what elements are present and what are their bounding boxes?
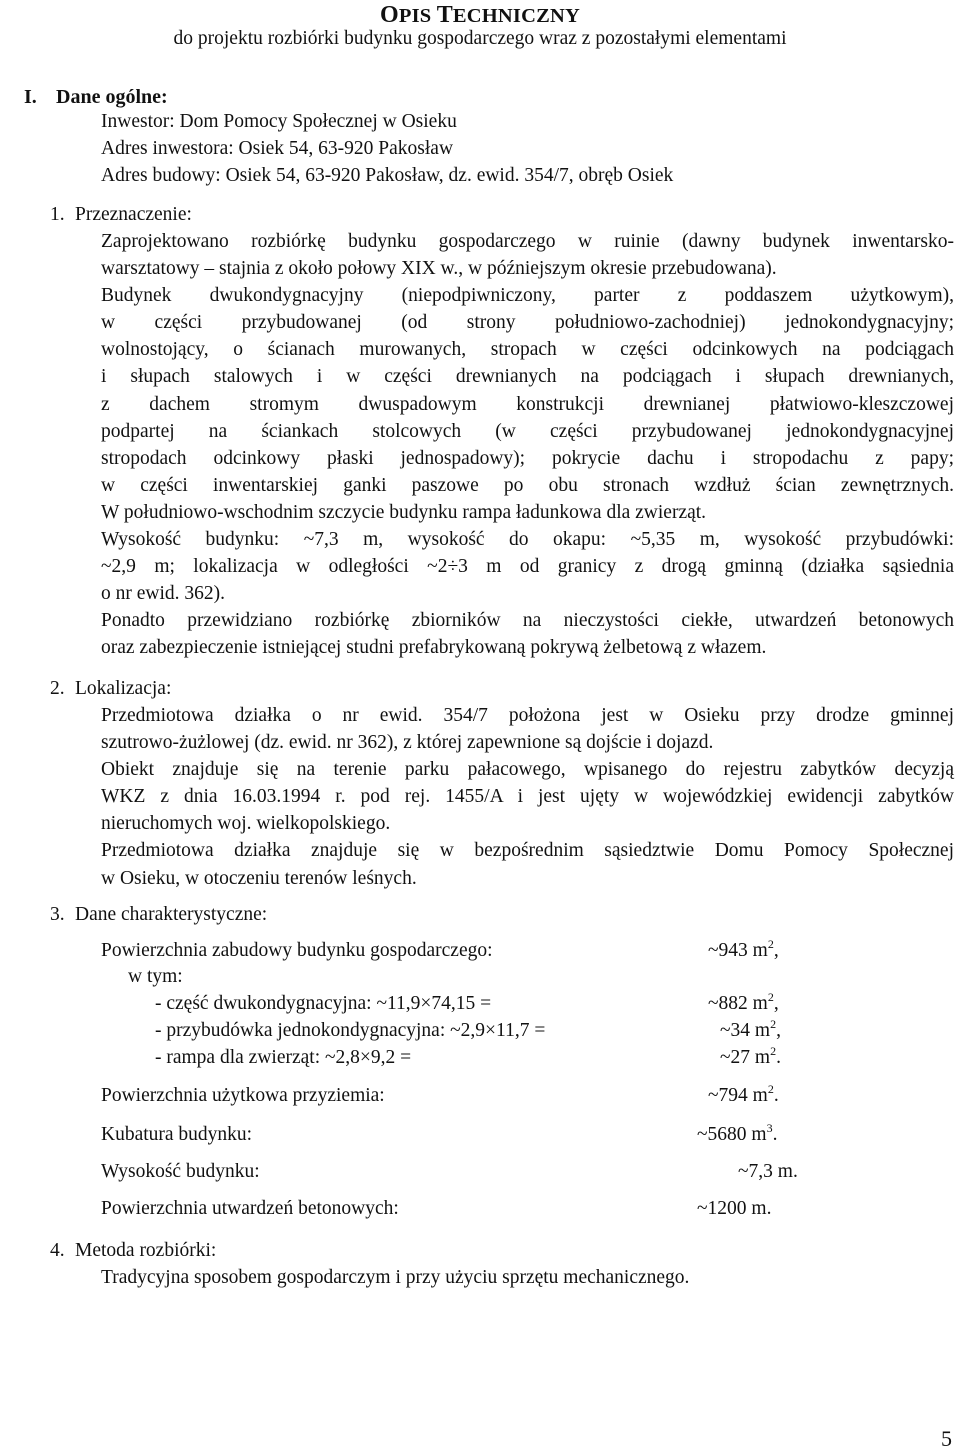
section-location-heading: 2. Lokalizacja:: [50, 678, 172, 699]
document-title: OPIS TECHNICZNY: [379, 2, 580, 28]
two-storey-label: - część dwukondygnacyjna: ~11,9×74,15 =: [155, 993, 492, 1014]
ramp-label: - rampa dla zwierząt: ~2,8×9,2 =: [155, 1047, 412, 1068]
concrete-area-value: ~1200 m.: [697, 1198, 772, 1219]
method-text: Tradycyjna sposobem gospodarczym i przy użyciu sprzętu mechanicznego.: [101, 1267, 690, 1288]
extension-label: - przybudówka jednokondygnacyjna: ~2,9×11,7 =: [155, 1020, 546, 1041]
two-storey-value: ~882 $m^2$,: [708, 990, 779, 1014]
page-number: 5: [941, 1426, 952, 1451]
section-purpose-heading: 1. Przeznaczenie:: [50, 204, 192, 225]
section-method-heading: 4. Metoda rozbiórki:: [50, 1240, 217, 1261]
volume-value: ~5680 $m^3$.: [697, 1121, 778, 1145]
section-characteristics-heading: 3. Dane charakterystyczne:: [50, 904, 268, 925]
height-label: Wysokość budynku:: [101, 1161, 260, 1182]
usable-area-value: ~794 $m^2$.: [708, 1082, 779, 1106]
section-general-heading: I. Dane ogólne:: [24, 86, 168, 108]
concrete-area-label: Powierzchnia utwardzeń betonowych:: [101, 1198, 399, 1219]
built-area-value: ~943 $m^2$,: [708, 937, 779, 961]
ramp-value: ~27 $m^2$.: [720, 1044, 781, 1068]
purpose-paragraph: Zaprojektowano rozbiórkę budynku gospodarczego w ruinie (dawny budynek inwentarsko- warsztatowy – stajnia z około połowy XIX w., w późniejszym okresie przebudowana). Budynek dwukondygnacyjny (niepodpiwniczony, parter z poddaszem użytkowym), w części przybudowanej (od strony południowo-zachodniej) jednokondygnacyjny; wolnostojący, o ścianach murowanych, stropach w części odcinkowych na podciągach i słupach stalowych i w części drewnianych na podciągach i słupach drewnianych, z dachem stromym dwuspadowym konstrukcji drewnianej płatwiowo-kleszczowej podpartej na ściankach stolcowych (w części przybudowanej jednokondygnacyjnej stropodach odcinkowy płaski jednospadowy); pokrycie dachu i stropodachu z papy; w części inwentarskiej ganki paszowe po obu stronach wzdłuż ścian zewnętrznych. W południowo-wschodnim szczycie budynku rampa ładunkowa dla zwierząt. Wysokość budynku: ~7,3 m, wysokość do okapu: ~5,35 m, wysokość przybudówki: ~2,9 m; lokalizacja w odległości ~2÷3 m od granicy z drogą gminną (działka sąsiednia o nr ewid. 362). Ponadto przewidziano rozbiórkę zbiorników na nieczystości ciekłe, utwardzeń betonowych oraz zabezpieczenie istniejącej studni prefabrykowaną pokrywą żelbetową z włazem.: [101, 231, 954, 659]
volume-label: Kubatura budynku:: [101, 1124, 253, 1145]
document-subtitle: do projektu rozbiórki budynku gospodarczego wraz z pozostałymi elementami: [173, 28, 787, 49]
investor-line: Inwestor: Dom Pomocy Społecznej w Osieku: [101, 111, 457, 132]
built-area-label: Powierzchnia zabudowy budynku gospodarczego:: [101, 940, 493, 961]
building-address-line: Adres budowy: Osiek 54, 63-920 Pakosław, dz. ewid. 354/7, obręb Osiek: [101, 165, 674, 186]
usable-area-label: Powierzchnia użytkowa przyziemia:: [101, 1085, 385, 1106]
height-value: ~7,3 m.: [738, 1161, 798, 1182]
investor-address-line: Adres inwestora: Osiek 54, 63-920 Pakosław: [101, 138, 454, 159]
location-paragraph: Przedmiotowa działka o nr ewid. 354/7 położona jest w Osieku przy drodze gminnej szutrowo-żużlowej (dz. ewid. nr 362), z której zapewnione są dojście i dojazd. Obiekt znajduje się na terenie parku pałacowego, wpisanego do rejestru zabytków decyzją WKZ z dnia 16.03.1994 r. pod rej. 1455/A i jest ujęty w wojewódzkiej ewidencji zabytków nieruchomych woj. wielkopolskiego. Przedmiotowa działka znajduje się w bezpośrednim sąsiedztwie Domu Pomocy Społecznej w Osieku, w otoczeniu terenów leśnych.: [101, 705, 954, 889]
extension-value: ~34 $m^2$,: [720, 1017, 781, 1041]
including-label: w tym:: [128, 966, 183, 987]
